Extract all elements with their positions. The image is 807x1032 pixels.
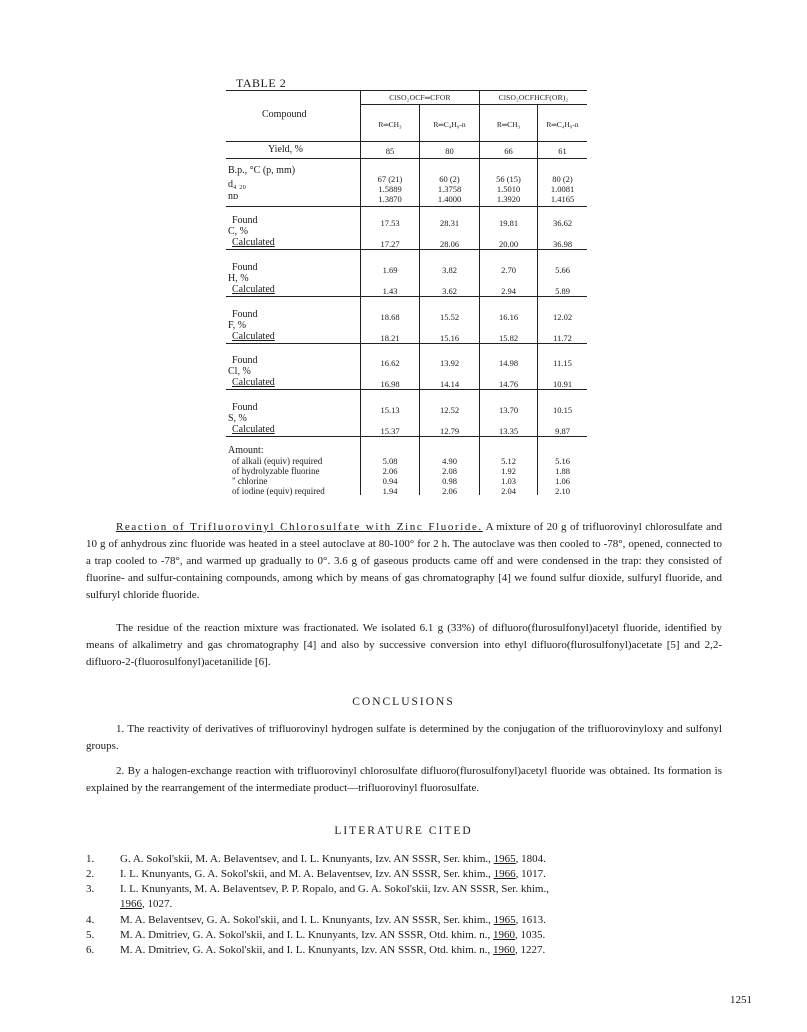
- reference-number: 3.: [86, 883, 95, 895]
- amount-cell: 5.12: [501, 456, 516, 466]
- amount-cell: 2.06: [382, 466, 398, 476]
- refractive-index-cell: 1.3870: [378, 194, 402, 204]
- reference-citation: G. A. Sokol'skii, M. A. Belaventsev, and I. L. Knunyants, Izv. AN SSSR, Ser. khim.,: [120, 853, 494, 865]
- group-underline: [361, 104, 587, 105]
- found-cell: 18.68: [380, 312, 400, 322]
- calculated-cell: 1.43: [382, 286, 398, 296]
- amount-cell: 2.06: [442, 486, 457, 496]
- found-cell: 16.62: [380, 358, 400, 368]
- found-cell: 12.02: [552, 312, 573, 322]
- calculated-label: Calculated: [232, 237, 275, 248]
- calculated-cell: 2.94: [501, 286, 516, 296]
- amount-row-label: of hydrolyzable fluorine: [232, 466, 320, 476]
- subhead-2: R═C₄H₉-n: [433, 120, 466, 129]
- density-cell: 1.5889: [378, 184, 402, 194]
- found-cell: 11.15: [553, 358, 572, 368]
- element-label: C, %: [228, 226, 248, 237]
- subhead-4: R═C₄H₉-n: [546, 120, 579, 129]
- density-cell: 1.3758: [437, 184, 462, 194]
- calculated-cell: 3.62: [442, 286, 457, 296]
- found-cell: 15.52: [439, 312, 460, 322]
- conclusions-heading: CONCLUSIONS: [352, 696, 455, 708]
- reference-text: [120, 928, 724, 943]
- reaction-paragraph: [86, 519, 722, 604]
- amount-row-label: of iodine (equiv) required: [232, 486, 325, 496]
- reference-text: [120, 882, 724, 897]
- found-label: Found: [232, 402, 258, 413]
- reference-text: [120, 943, 724, 958]
- reference-number: 1.: [86, 853, 95, 865]
- table-row-rule: [226, 436, 587, 437]
- amount-cell: 4.90: [442, 456, 457, 466]
- yield-cell: 80: [445, 146, 454, 156]
- found-cell: 28.31: [439, 218, 460, 228]
- bp-cell: 67 (21): [377, 174, 403, 184]
- group2-header: ClSO₂OCFHCF(OR)₂: [498, 93, 569, 102]
- reference-pages: , 1017.: [515, 868, 546, 880]
- element-label: H, %: [228, 273, 249, 284]
- subhead-1: R═CH₃: [378, 120, 402, 129]
- conclusion-2: 2. By a halogen-exchange reaction with trifluorovinyl chlorosulfate difluoro(flurosulfonyl)acetyl fluoride was obtained. Its formation is explained by the rearrangement of the intermediate product—trifluorovinyl fluorosulfate.: [86, 765, 722, 794]
- calculated-label: Calculated: [232, 377, 275, 388]
- reference-pages: , 1035.: [515, 929, 546, 941]
- amount-cell: 1.92: [501, 466, 516, 476]
- calculated-cell: 16.98: [380, 379, 400, 389]
- found-cell: 2.70: [501, 265, 516, 275]
- calculated-label: Calculated: [232, 284, 275, 295]
- calculated-cell: 9.87: [555, 426, 570, 436]
- calculated-cell: 10.91: [552, 379, 573, 389]
- calculated-cell: 12.79: [439, 426, 460, 436]
- reference-year: 1965: [493, 914, 516, 926]
- table-row-rule: [226, 343, 587, 344]
- found-cell: 16.16: [498, 312, 519, 322]
- amount-label: Amount:: [228, 445, 264, 456]
- element-label: Cl, %: [228, 366, 251, 377]
- reference-text: [120, 913, 724, 928]
- calculated-cell: 17.27: [380, 239, 400, 249]
- calculated-cell: 14.14: [439, 379, 460, 389]
- reference-year: 1966: [120, 898, 142, 910]
- reaction-paragraph-text: A mixture of 20 g of trifluorovinyl chlorosulfate and 10 g of anhydrous zinc fluoride was heated in a steel autoclave at 80-100° for 2 h. The autoclave was then cooled to -78°, opened, connected to a trap cooled to -78°, and warmed up gradually to 0°. 3.6 g of gaseous products came off and were condensed in the trap: they consisted of fluorine- and sulfur-containing compounds, among which by means of gas chromatography [4] we found sulfur dioxide, sulfuryl fluoride, and sulfuryl chloride fluoride.: [86, 521, 722, 601]
- reference-citation: M. A. Dmitriev, G. A. Sokol'skii, and I. L. Knunyants, Izv. AN SSSR, Otd. khim. n.,: [120, 929, 494, 941]
- table-row-rule: [226, 206, 587, 207]
- reference-pages: , 1804.: [515, 853, 546, 865]
- amount-cell: 1.03: [501, 476, 516, 486]
- refractive-index-cell: 1.3920: [496, 194, 521, 204]
- density-label: d₄ ₂₀: [228, 179, 246, 190]
- reference-number: 4.: [86, 914, 95, 926]
- reference-year: 1965: [493, 853, 516, 865]
- bp-cell: 80 (2): [552, 174, 573, 184]
- amount-cell: 2.08: [442, 466, 457, 476]
- yield-cell: 61: [558, 146, 567, 156]
- amount-row-label: " chlorine: [232, 476, 268, 486]
- conclusion-1: 1. The reactivity of derivatives of trifluorovinyl hydrogen sulfate is determined by the conjugation of the trifluorovinyloxy and sulfonyl groups.: [86, 723, 722, 752]
- table-row-rule: [226, 296, 587, 297]
- reference-number: 6.: [86, 944, 95, 956]
- density-cell: 1.0081: [550, 184, 575, 194]
- reference-number: 2.: [86, 868, 95, 880]
- table-title: TABLE 2: [236, 76, 287, 90]
- calculated-cell: 15.37: [380, 426, 400, 436]
- found-cell: 1.69: [382, 265, 398, 275]
- table-top-rule: [226, 90, 587, 91]
- calculated-cell: 15.16: [439, 333, 460, 343]
- found-label: Found: [232, 355, 258, 366]
- calculated-cell: 11.72: [553, 333, 572, 343]
- element-label: S, %: [228, 413, 247, 424]
- yield-cell: 85: [385, 146, 395, 156]
- refractive-index-label: nᴅ: [228, 191, 239, 202]
- amount-cell: 2.04: [501, 486, 516, 496]
- bp-label: B.p., °C (p, mm): [228, 165, 296, 176]
- found-cell: 13.70: [498, 405, 519, 415]
- reference-pages: , 1227.: [515, 944, 546, 956]
- literature-heading: LITERATURE CITED: [334, 825, 473, 837]
- calculated-cell: 15.82: [498, 333, 519, 343]
- section-title: Reaction of Trifluorovinyl Chlorosulfate with Zinc Fluoride.: [116, 521, 483, 533]
- group1-header: ClSO₂OCF═CFOR: [389, 93, 451, 102]
- found-cell: 19.81: [498, 218, 519, 228]
- found-label: Found: [232, 309, 258, 320]
- calculated-label: Calculated: [232, 424, 275, 435]
- reference-citation: I. L. Knunyants, G. A. Sokol'skii, and M. A. Belaventsev, Izv. AN SSSR, Ser. khim.,: [120, 868, 494, 880]
- amount-cell: 1.88: [555, 466, 570, 476]
- yield-bottom-rule: [226, 158, 587, 159]
- reference-text: [120, 852, 724, 867]
- found-cell: 13.92: [439, 358, 460, 368]
- calculated-cell: 13.35: [498, 426, 519, 436]
- reference-year: 1960: [493, 929, 516, 941]
- amount-row-label: of alkali (equiv) required: [232, 456, 323, 466]
- amount-cell: 2.10: [555, 486, 570, 496]
- calculated-cell: 28.06: [439, 239, 460, 249]
- calculated-cell: 20.00: [498, 239, 519, 249]
- refractive-index-cell: 1.4165: [550, 194, 575, 204]
- found-cell: 14.98: [498, 358, 519, 368]
- amount-cell: 1.94: [382, 486, 398, 496]
- table-row-rule: [226, 249, 587, 250]
- reference-number: 5.: [86, 929, 95, 941]
- calculated-cell: 5.89: [555, 286, 570, 296]
- found-cell: 15.13: [380, 405, 400, 415]
- found-label: Found: [232, 262, 258, 273]
- reference-text: [120, 867, 724, 882]
- residue-paragraph: The residue of the reaction mixture was fractionated. We isolated 6.1 g (33%) of difluoro(flurosulfonyl)acetyl fluoride, identified by means of alkalimetry and gas chromatography [4] and also by successive conversion into ethyl difluoro(flurosulfonyl)acetate [5] and 2,2-difluoro-2-(fluorosulfonyl)acetanilide [6].: [86, 622, 722, 668]
- found-label: Found: [232, 215, 258, 226]
- amount-cell: 0.98: [442, 476, 457, 486]
- element-label: F, %: [228, 320, 247, 331]
- amount-cell: 0.94: [382, 476, 398, 486]
- header-bottom-rule: [226, 141, 587, 142]
- calculated-cell: 14.76: [498, 379, 519, 389]
- calculated-cell: 36.98: [552, 239, 573, 249]
- yield-cell: 66: [504, 146, 513, 156]
- found-cell: 3.82: [442, 265, 457, 275]
- reference-year: 1960: [493, 944, 516, 956]
- reference-year: 1966: [493, 868, 516, 880]
- reference-3-continuation: [120, 897, 172, 912]
- found-cell: 10.15: [552, 405, 573, 415]
- found-cell: 36.62: [552, 218, 573, 228]
- reference-citation: M. A. Belaventsev, G. A. Sokol'skii, and I. L. Knunyants, Izv. AN SSSR, Ser. khim.,: [120, 914, 494, 926]
- reference-pages: , 1027.: [142, 898, 173, 910]
- subhead-3: R═CH₃: [496, 120, 521, 129]
- found-cell: 5.66: [555, 265, 570, 275]
- amount-cell: 5.16: [555, 456, 570, 466]
- found-cell: 17.53: [380, 218, 400, 228]
- amount-cell: 1.06: [555, 476, 570, 486]
- table-row-rule: [226, 389, 587, 390]
- yield-label: Yield, %: [268, 144, 303, 155]
- reference-pages: , 1613.: [515, 914, 546, 926]
- page-number: 1251: [730, 994, 752, 1006]
- bp-cell: 56 (15): [496, 174, 521, 184]
- compound-header: Compound: [262, 109, 307, 120]
- reference-citation: I. L. Knunyants, M. A. Belaventsev, P. P. Ropalo, and G. A. Sokol'skii, Izv. AN SSSR, Ser. khim.,: [120, 883, 549, 895]
- refractive-index-cell: 1.4000: [437, 194, 462, 204]
- amount-cell: 5.08: [382, 456, 398, 466]
- density-cell: 1.5010: [496, 184, 521, 194]
- calculated-cell: 18.21: [380, 333, 400, 343]
- calculated-label: Calculated: [232, 331, 275, 342]
- found-cell: 12.52: [439, 405, 460, 415]
- bp-cell: 60 (2): [439, 174, 460, 184]
- reference-citation: M. A. Dmitriev, G. A. Sokol'skii, and I. L. Knunyants, Izv. AN SSSR, Otd. khim. n.,: [120, 944, 494, 956]
